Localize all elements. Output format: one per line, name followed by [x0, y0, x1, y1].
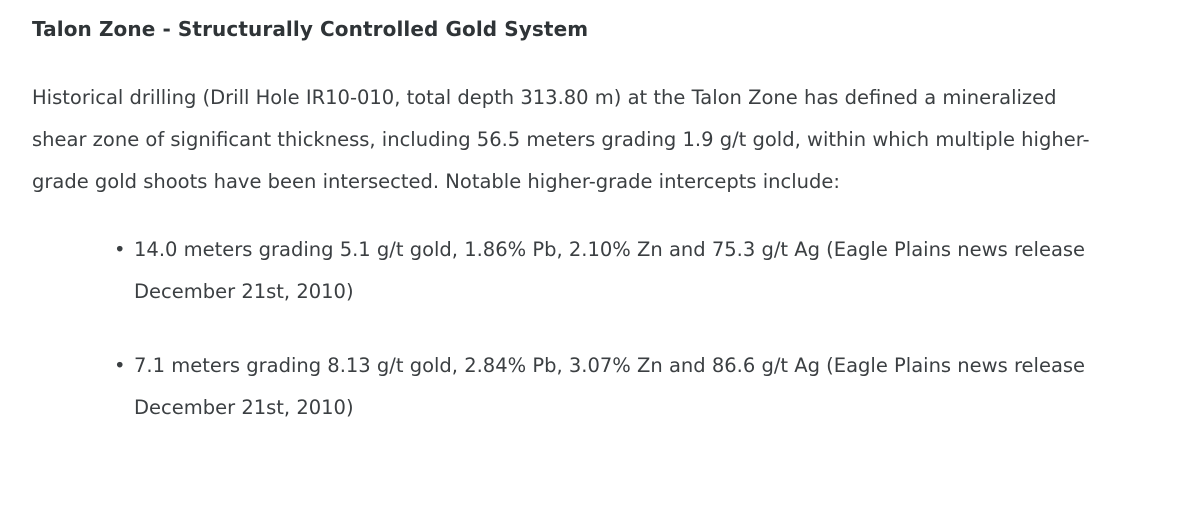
bullet-icon: •: [114, 354, 126, 377]
list-item: [32, 229, 1168, 313]
list-item-text: 7.1 meters grading 8.13 g/t gold, 2.84% Pb, 3.07% Zn and 86.6 g/t Ag (Eagle Plains news release December 21st, 2010): [134, 354, 1086, 419]
intro-paragraph: Historical drilling (Drill Hole IR10-010, total depth 313.80 m) at the Talon Zone has defined a mineralized shear zone of significant thickness, including 56.5 meters grading 1.9 g/t gold, within which multiple higher-grade gold shoots have been intersected. Notable higher-grade intercepts include:: [32, 86, 1090, 193]
intercept-list: [32, 229, 1168, 429]
bullet-icon: •: [114, 238, 126, 261]
list-item: [32, 345, 1168, 429]
page-title: Talon Zone - Structurally Controlled Gold System: [32, 17, 589, 41]
list-item-text: 14.0 meters grading 5.1 g/t gold, 1.86% Pb, 2.10% Zn and 75.3 g/t Ag (Eagle Plains news release December 21st, 2010): [134, 238, 1086, 303]
